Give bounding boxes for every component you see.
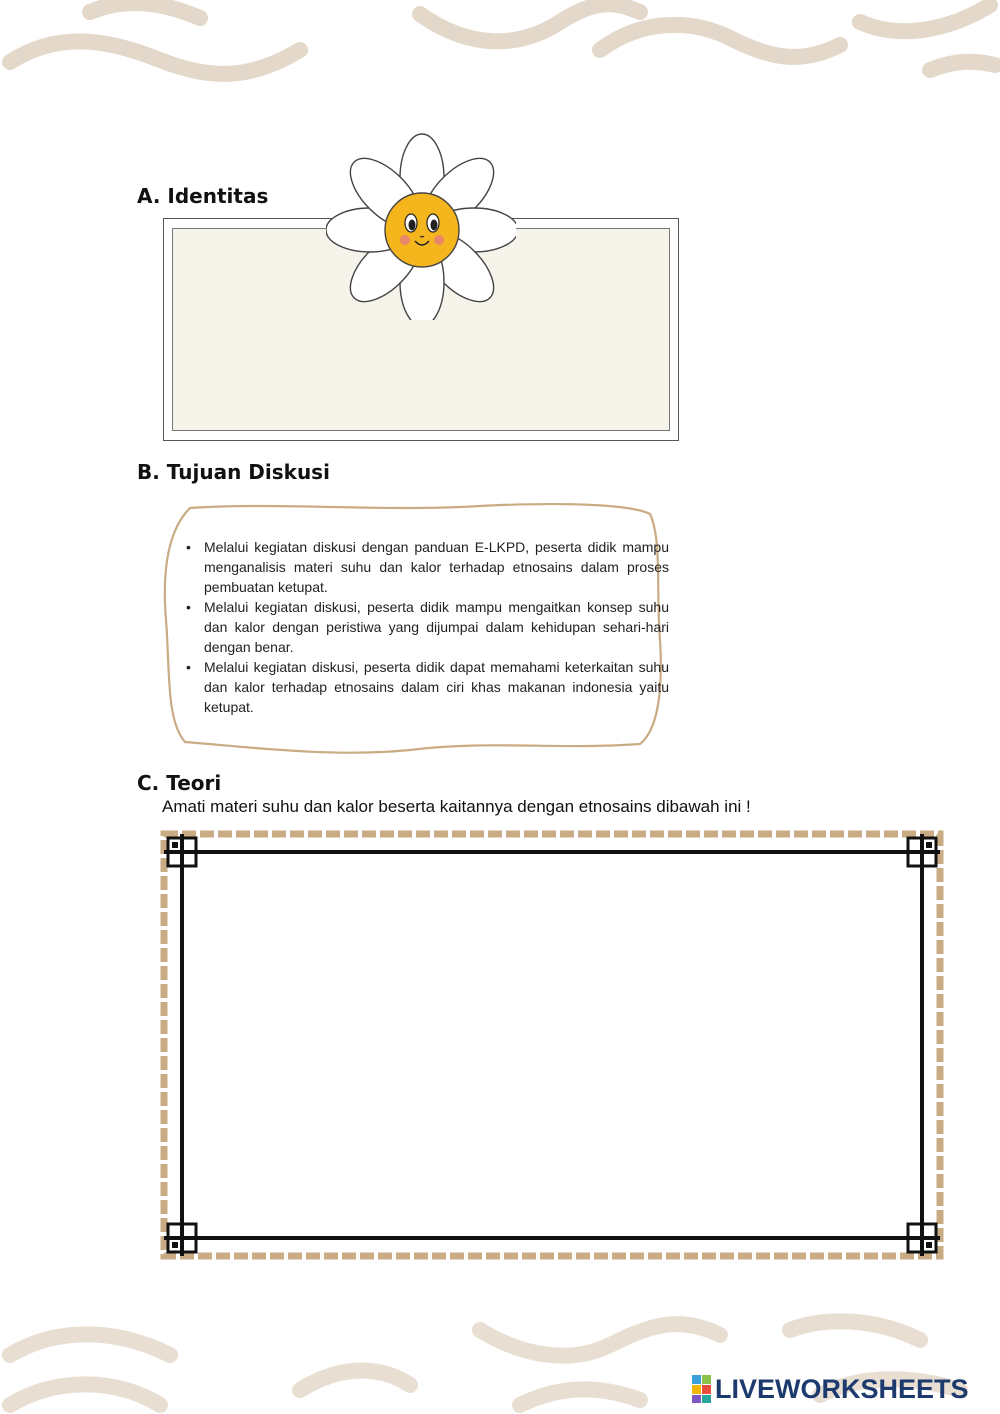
theory-content-frame[interactable] xyxy=(160,830,944,1260)
top-wave-decoration xyxy=(0,0,1000,90)
theory-instruction: Amati materi suhu dan kalor beserta kaitannya dengan etnosains dibawah ini ! xyxy=(162,797,751,816)
bullet-icon: • xyxy=(186,599,191,615)
list-item: • Melalui kegiatan diskusi, peserta didik dapat memahami keterkaitan suhu dan kalor terhadap etnosains dalam ciri khas makanan indonesia yaitu ketupat. xyxy=(186,659,669,715)
list-item: • Melalui kegiatan diskusi dengan panduan E-LKPD, peserta didik mampu menganalisis materi suhu dan kalor terhadap etnosains dalam proses pembuatan ketupat. xyxy=(186,539,669,595)
discussion-goals-heading: B. Tujuan Diskusi xyxy=(137,460,330,484)
bullet-icon: • xyxy=(186,659,191,675)
list-item: • Melalui kegiatan diskusi, peserta didik mampu mengaitkan konsep suhu dan kalor dengan peristiwa yang dijumpai dalam kehidupan sehari-hari dengan benar. xyxy=(186,599,669,655)
smiling-daisy-icon xyxy=(326,130,516,320)
discussion-goals-list xyxy=(180,537,669,717)
liveworksheets-brand xyxy=(692,1372,969,1406)
theory-heading: C. Teori xyxy=(137,771,222,795)
brand-text: LIVEWORKSHEETS xyxy=(715,1373,969,1404)
bullet-icon: • xyxy=(186,539,191,555)
identity-heading: A. Identitas xyxy=(137,184,269,208)
liveworksheets-logo-icon xyxy=(692,1375,712,1403)
